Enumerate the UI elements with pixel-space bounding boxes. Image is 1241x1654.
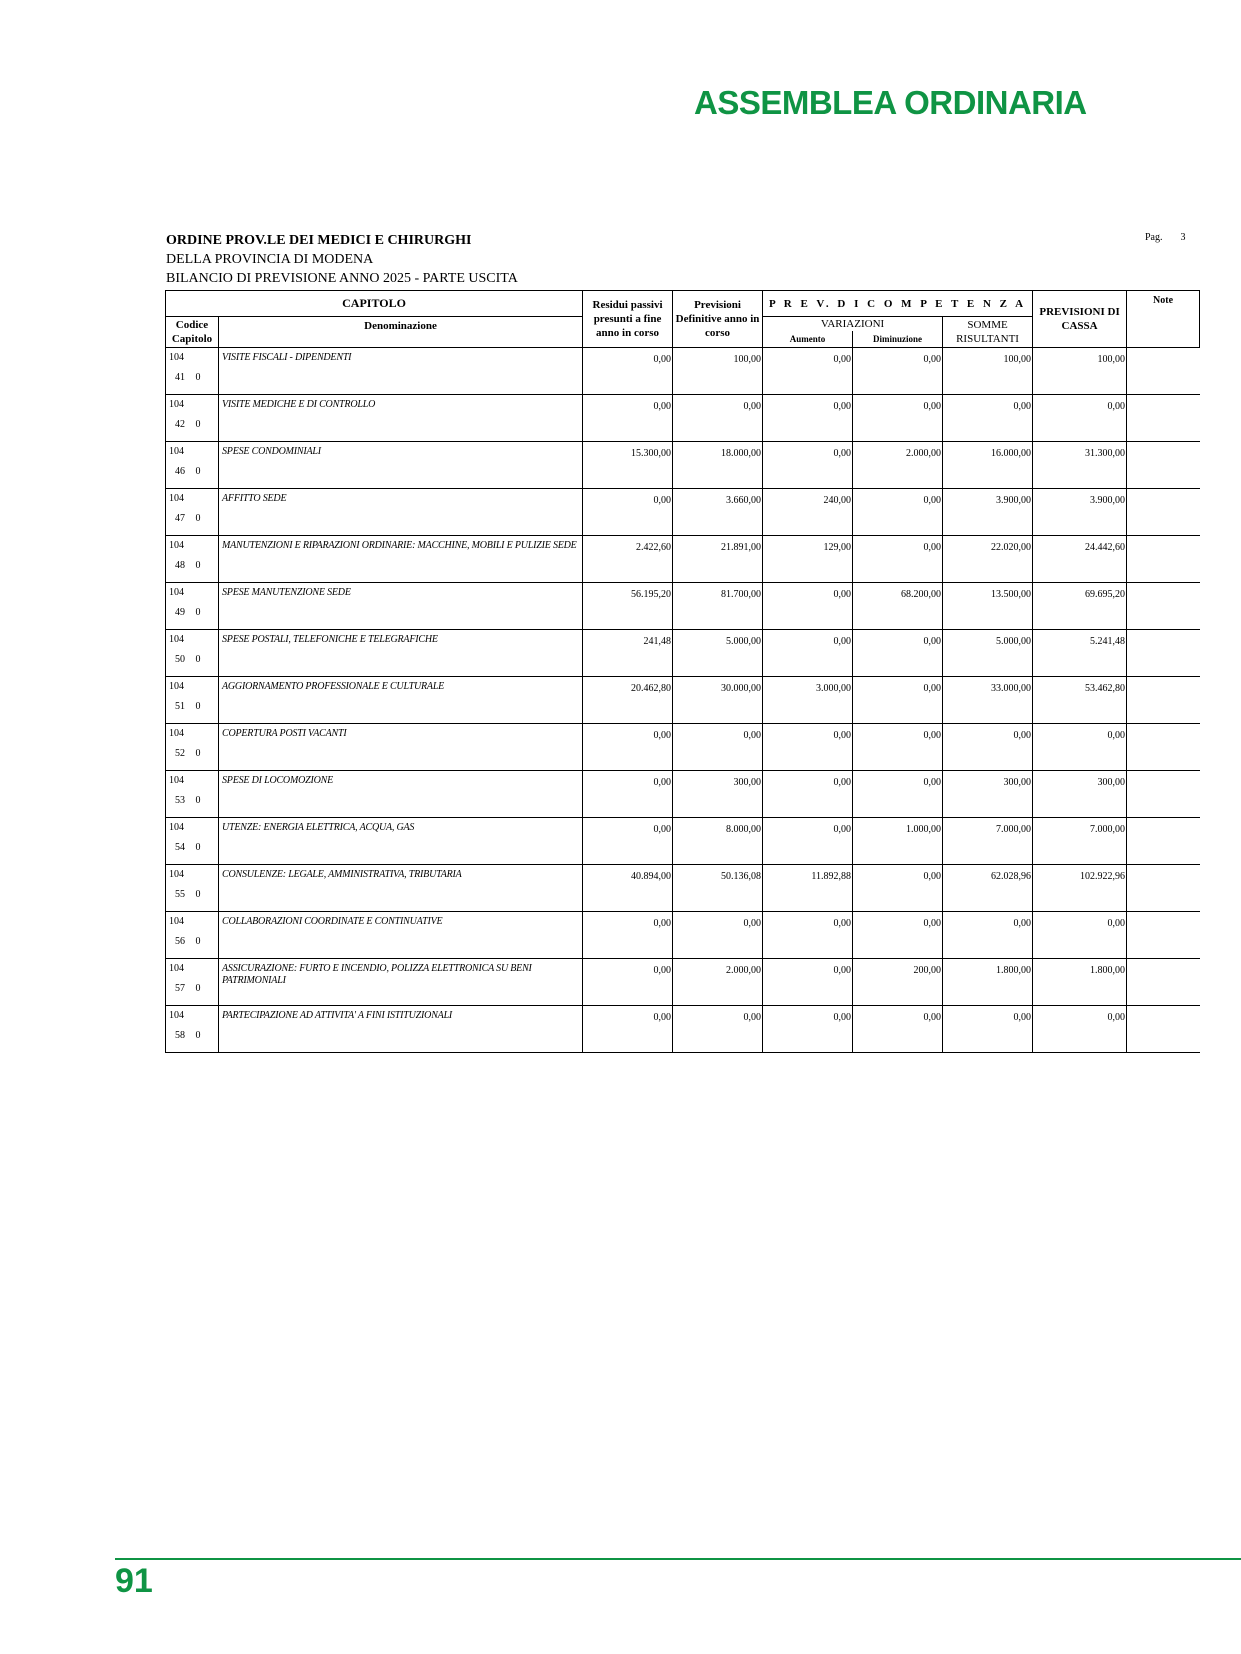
cassa-cell: 69.695,20 [1033,583,1127,630]
table-row [166,348,1200,395]
chapter-code: 104 [169,728,184,739]
chapter-code: 104 [169,352,184,363]
code-cell [166,865,219,912]
prev_def-cell: 0,00 [673,1006,763,1053]
somme-cell: 0,00 [943,395,1033,442]
chapter-subcode: 41 0 [175,372,201,383]
denominazione-cell: CONSULENZE: LEGALE, AMMINISTRATIVA, TRIBUTARIA [219,865,583,912]
cassa-cell: 5.241,48 [1033,630,1127,677]
page-indicator [1145,232,1186,243]
cassa-cell: 300,00 [1033,771,1127,818]
chapter-subcode: 53 0 [175,795,201,806]
residui-cell: 0,00 [583,489,673,536]
denominazione-cell: AFFITTO SEDE [219,489,583,536]
residui-cell: 0,00 [583,912,673,959]
somme-cell: 22.020,00 [943,536,1033,583]
denominazione-cell: AGGIORNAMENTO PROFESSIONALE E CULTURALE [219,677,583,724]
aumento-cell: 0,00 [763,771,853,818]
header-codice [166,317,219,348]
somme-cell: 0,00 [943,912,1033,959]
denominazione-cell: SPESE POSTALI, TELEFONICHE E TELEGRAFICHE [219,630,583,677]
header-residui: Residui passivi presunti a fine anno in corso [583,291,673,348]
cassa-cell: 0,00 [1033,1006,1127,1053]
residui-cell: 0,00 [583,1006,673,1053]
chapter-code: 104 [169,681,184,692]
residui-cell: 0,00 [583,771,673,818]
somme-cell: 100,00 [943,348,1033,395]
chapter-subcode: 52 0 [175,748,201,759]
prev_def-cell: 2.000,00 [673,959,763,1006]
code-cell [166,677,219,724]
denominazione-cell: PARTECIPAZIONE AD ATTIVITA' A FINI ISTITUZIONALI [219,1006,583,1053]
code-cell [166,912,219,959]
cassa-cell: 1.800,00 [1033,959,1127,1006]
diminuzione-cell: 0,00 [853,865,943,912]
diminuzione-cell: 1.000,00 [853,818,943,865]
header-somme: SOMME RISULTANTI [943,317,1033,348]
somme-cell: 13.500,00 [943,583,1033,630]
chapter-code: 104 [169,446,184,457]
table-row [166,865,1200,912]
somme-cell: 62.028,96 [943,865,1033,912]
denominazione-cell: SPESE MANUTENZIONE SEDE [219,583,583,630]
denominazione-cell: VISITE MEDICHE E DI CONTROLLO [219,395,583,442]
table-body [166,348,1200,1053]
document-subtitle: BILANCIO DI PREVISIONE ANNO 2025 - PARTE USCITA [166,271,518,286]
header-note: Note [1127,291,1200,348]
residui-cell: 2.422,60 [583,536,673,583]
chapter-code: 104 [169,822,184,833]
aumento-cell: 11.892,88 [763,865,853,912]
residui-cell: 56.195,20 [583,583,673,630]
chapter-subcode: 42 0 [175,419,201,430]
prev_def-cell: 100,00 [673,348,763,395]
somme-cell: 5.000,00 [943,630,1033,677]
chapter-subcode: 58 0 [175,1030,201,1041]
cassa-cell: 102.922,96 [1033,865,1127,912]
residui-cell: 0,00 [583,959,673,1006]
denominazione-cell: SPESE CONDOMINIALI [219,442,583,489]
denominazione-cell: ASSICURAZIONE: FURTO E INCENDIO, POLIZZA ELETTRONICA SU BENI PATRIMONIALI [219,959,583,1006]
section-title: ASSEMBLEA ORDINARIA [694,84,1087,121]
header-aumento: Aumento [763,331,853,348]
aumento-cell: 0,00 [763,348,853,395]
diminuzione-cell: 0,00 [853,489,943,536]
somme-cell: 3.900,00 [943,489,1033,536]
table-row [166,912,1200,959]
cassa-cell: 24.442,60 [1033,536,1127,583]
chapter-code: 104 [169,634,184,645]
note-cell [1127,1006,1200,1053]
aumento-cell: 240,00 [763,489,853,536]
note-cell [1127,677,1200,724]
header-variazioni: VARIAZIONI [763,317,943,332]
residui-cell: 0,00 [583,348,673,395]
note-cell [1127,395,1200,442]
chapter-subcode: 51 0 [175,701,201,712]
chapter-code: 104 [169,916,184,927]
header-denominazione: Denominazione [219,317,583,348]
prev_def-cell: 3.660,00 [673,489,763,536]
chapter-code: 104 [169,587,184,598]
cassa-cell: 31.300,00 [1033,442,1127,489]
diminuzione-cell: 0,00 [853,348,943,395]
note-cell [1127,630,1200,677]
page-value: 3 [1180,232,1186,243]
aumento-cell: 0,00 [763,442,853,489]
table-row [166,771,1200,818]
table-header [166,291,1200,348]
code-cell [166,536,219,583]
chapter-subcode: 55 0 [175,889,201,900]
denominazione-cell: MANUTENZIONI E RIPARAZIONI ORDINARIE: MACCHINE, MOBILI E PULIZIE SEDE [219,536,583,583]
cassa-cell: 100,00 [1033,348,1127,395]
table-row [166,818,1200,865]
table-row [166,395,1200,442]
diminuzione-cell: 0,00 [853,395,943,442]
diminuzione-cell: 0,00 [853,771,943,818]
chapter-code: 104 [169,540,184,551]
code-cell [166,395,219,442]
prev_def-cell: 18.000,00 [673,442,763,489]
residui-cell: 40.894,00 [583,865,673,912]
chapter-subcode: 50 0 [175,654,201,665]
code-cell [166,489,219,536]
code-cell [166,442,219,489]
denominazione-cell: COPERTURA POSTI VACANTI [219,724,583,771]
cassa-cell: 3.900,00 [1033,489,1127,536]
diminuzione-cell: 68.200,00 [853,583,943,630]
somme-cell: 7.000,00 [943,818,1033,865]
note-cell [1127,771,1200,818]
somme-cell: 1.800,00 [943,959,1033,1006]
somme-cell: 0,00 [943,1006,1033,1053]
denominazione-cell: UTENZE: ENERGIA ELETTRICA, ACQUA, GAS [219,818,583,865]
chapter-subcode: 46 0 [175,466,201,477]
org-name: ORDINE PROV.LE DEI MEDICI E CHIRURGHI [166,233,472,248]
code-cell [166,583,219,630]
aumento-cell: 129,00 [763,536,853,583]
table-row [166,630,1200,677]
chapter-code: 104 [169,775,184,786]
note-cell [1127,724,1200,771]
province-name: DELLA PROVINCIA DI MODENA [166,252,374,267]
table-row [166,677,1200,724]
document-header [166,231,518,288]
table-row [166,489,1200,536]
code-cell [166,348,219,395]
diminuzione-cell: 0,00 [853,536,943,583]
table-row [166,724,1200,771]
cassa-cell: 0,00 [1033,395,1127,442]
denominazione-cell: VISITE FISCALI - DIPENDENTI [219,348,583,395]
prev_def-cell: 0,00 [673,724,763,771]
diminuzione-cell: 0,00 [853,912,943,959]
cassa-cell: 0,00 [1033,724,1127,771]
chapter-code: 104 [169,493,184,504]
header-codice-label: Codice [175,319,209,331]
denominazione-cell: COLLABORAZIONI COORDINATE E CONTINUATIVE [219,912,583,959]
header-prev-competenza: P R E V. D I C O M P E T E N Z A [763,291,1033,317]
table-row [166,583,1200,630]
residui-cell: 241,48 [583,630,673,677]
page-number: 91 [115,1562,153,1600]
denominazione-cell: SPESE DI LOCOMOZIONE [219,771,583,818]
residui-cell: 0,00 [583,724,673,771]
chapter-subcode: 57 0 [175,983,201,994]
aumento-cell: 0,00 [763,959,853,1006]
prev_def-cell: 21.891,00 [673,536,763,583]
cassa-cell: 0,00 [1033,912,1127,959]
aumento-cell: 0,00 [763,395,853,442]
aumento-cell: 0,00 [763,630,853,677]
aumento-cell: 0,00 [763,583,853,630]
header-capitolo: CAPITOLO [166,291,583,317]
prev_def-cell: 8.000,00 [673,818,763,865]
code-cell [166,959,219,1006]
aumento-cell: 0,00 [763,724,853,771]
note-cell [1127,818,1200,865]
prev_def-cell: 30.000,00 [673,677,763,724]
note-cell [1127,442,1200,489]
chapter-subcode: 48 0 [175,560,201,571]
table-row [166,536,1200,583]
note-cell [1127,959,1200,1006]
residui-cell: 0,00 [583,395,673,442]
header-previsioni-cassa: PREVISIONI DI CASSA [1033,291,1127,348]
chapter-code: 104 [169,963,184,974]
aumento-cell: 3.000,00 [763,677,853,724]
chapter-code: 104 [169,399,184,410]
residui-cell: 0,00 [583,818,673,865]
page-label: Pag. [1145,232,1163,243]
somme-cell: 16.000,00 [943,442,1033,489]
prev_def-cell: 0,00 [673,912,763,959]
aumento-cell: 0,00 [763,912,853,959]
header-diminuzione: Diminuzione [853,331,943,348]
somme-cell: 300,00 [943,771,1033,818]
residui-cell: 15.300,00 [583,442,673,489]
note-cell [1127,348,1200,395]
chapter-subcode: 56 0 [175,936,201,947]
prev_def-cell: 81.700,00 [673,583,763,630]
table-row [166,442,1200,489]
code-cell [166,1006,219,1053]
note-cell [1127,912,1200,959]
prev_def-cell: 5.000,00 [673,630,763,677]
chapter-subcode: 49 0 [175,607,201,618]
diminuzione-cell: 0,00 [853,630,943,677]
diminuzione-cell: 0,00 [853,724,943,771]
footer-rule [115,1558,1241,1560]
somme-cell: 33.000,00 [943,677,1033,724]
chapter-subcode: 54 0 [175,842,201,853]
code-cell [166,630,219,677]
chapter-code: 104 [169,1010,184,1021]
note-cell [1127,489,1200,536]
prev_def-cell: 0,00 [673,395,763,442]
code-cell [166,818,219,865]
budget-table [165,290,1200,1053]
diminuzione-cell: 200,00 [853,959,943,1006]
somme-cell: 0,00 [943,724,1033,771]
chapter-code: 104 [169,869,184,880]
chapter-subcode: 47 0 [175,513,201,524]
note-cell [1127,865,1200,912]
table-row [166,959,1200,1006]
diminuzione-cell: 2.000,00 [853,442,943,489]
code-cell [166,771,219,818]
cassa-cell: 7.000,00 [1033,818,1127,865]
diminuzione-cell: 0,00 [853,677,943,724]
diminuzione-cell: 0,00 [853,1006,943,1053]
residui-cell: 20.462,80 [583,677,673,724]
aumento-cell: 0,00 [763,818,853,865]
code-cell [166,724,219,771]
aumento-cell: 0,00 [763,1006,853,1053]
header-capitolo-label: Capitolo [171,333,213,345]
note-cell [1127,583,1200,630]
table-row [166,1006,1200,1053]
prev_def-cell: 50.136,08 [673,865,763,912]
note-cell [1127,536,1200,583]
header-previsioni-definitive: Previsioni Definitive anno in corso [673,291,763,348]
prev_def-cell: 300,00 [673,771,763,818]
cassa-cell: 53.462,80 [1033,677,1127,724]
